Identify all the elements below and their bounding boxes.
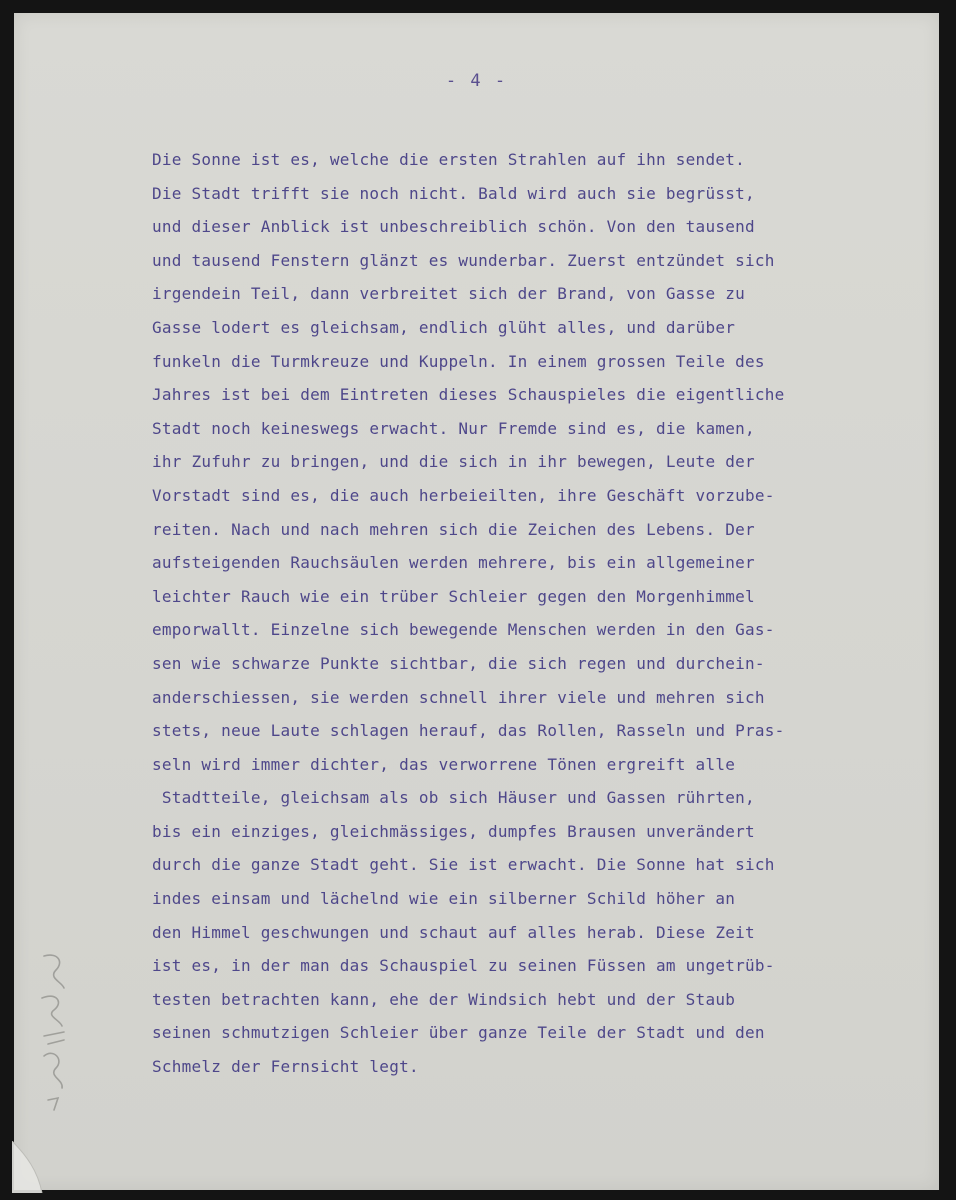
text-line: leichter Rauch wie ein trüber Schleier gegen den Morgenhimmel bbox=[152, 586, 755, 606]
text-line: Stadt noch keineswegs erwacht. Nur Fremde sind es, die kamen, bbox=[152, 418, 755, 438]
text-line: Gasse lodert es gleichsam, endlich glüht alles, und darüber bbox=[152, 317, 736, 337]
text-line: Vorstadt sind es, die auch herbeieilten, ihre Geschäft vorzube- bbox=[152, 485, 775, 505]
text-line: anderschiessen, sie werden schnell ihrer viele und mehren sich bbox=[152, 687, 765, 707]
text-line: indes einsam und lächelnd wie ein silberner Schild höher an bbox=[152, 889, 736, 909]
typed-text-body bbox=[152, 143, 912, 1084]
text-line: ihr Zufuhr zu bringen, und die sich in ihr bewegen, Leute der bbox=[152, 452, 755, 472]
text-line: durch die ganze Stadt geht. Sie ist erwacht. Die Sonne hat sich bbox=[152, 855, 775, 875]
text-line: aufsteigenden Rauchsäulen werden mehrere, bis ein allgemeiner bbox=[152, 553, 755, 573]
page-number: - 4 - bbox=[445, 71, 508, 91]
text-line: Schmelz der Fernsicht legt. bbox=[152, 1057, 419, 1077]
text-line: emporwallt. Einzelne sich bewegende Menschen werden in den Gas- bbox=[152, 620, 775, 640]
text-line: stets, neue Laute schlagen herauf, das Rollen, Rasseln und Pras- bbox=[152, 721, 785, 741]
pencil-archive-mark bbox=[34, 948, 74, 1118]
text-line: irgendein Teil, dann verbreitet sich der Brand, von Gasse zu bbox=[152, 284, 745, 304]
text-line: sen wie schwarze Punkte sichtbar, die sich regen und durchein- bbox=[152, 653, 765, 673]
text-line: ist es, in der man das Schauspiel zu seinen Füssen am ungetrüb- bbox=[152, 956, 775, 976]
text-line: und dieser Anblick ist unbeschreiblich schön. Von den tausend bbox=[152, 217, 755, 237]
text-line: seinen schmutzigen Schleier über ganze Teile der Stadt und den bbox=[152, 1023, 765, 1043]
document-page bbox=[14, 13, 939, 1190]
text-line: funkeln die Turmkreuze und Kuppeln. In einem grossen Teile des bbox=[152, 351, 765, 371]
text-line: Die Stadt trifft sie noch nicht. Bald wird auch sie begrüsst, bbox=[152, 183, 755, 203]
text-line: den Himmel geschwungen und schaut auf alles herab. Diese Zeit bbox=[152, 922, 755, 942]
text-line: seln wird immer dichter, das verworrene Tönen ergreift alle bbox=[152, 754, 736, 774]
text-line: Jahres ist bei dem Eintreten dieses Schauspieles die eigentliche bbox=[152, 385, 785, 405]
text-line: reiten. Nach und nach mehren sich die Zeichen des Lebens. Der bbox=[152, 519, 755, 539]
text-line: testen betrachten kann, ehe der Windsich hebt und der Staub bbox=[152, 989, 736, 1009]
text-line: und tausend Fenstern glänzt es wunderbar. Zuerst entzündet sich bbox=[152, 250, 775, 270]
text-line: bis ein einziges, gleichmässiges, dumpfes Brausen unverändert bbox=[152, 821, 755, 841]
text-line: Stadtteile, gleichsam als ob sich Häuser und Gassen rührten, bbox=[152, 788, 755, 808]
page-corner-curl bbox=[12, 1141, 46, 1193]
text-line: Die Sonne ist es, welche die ersten Strahlen auf ihn sendet. bbox=[152, 150, 745, 169]
